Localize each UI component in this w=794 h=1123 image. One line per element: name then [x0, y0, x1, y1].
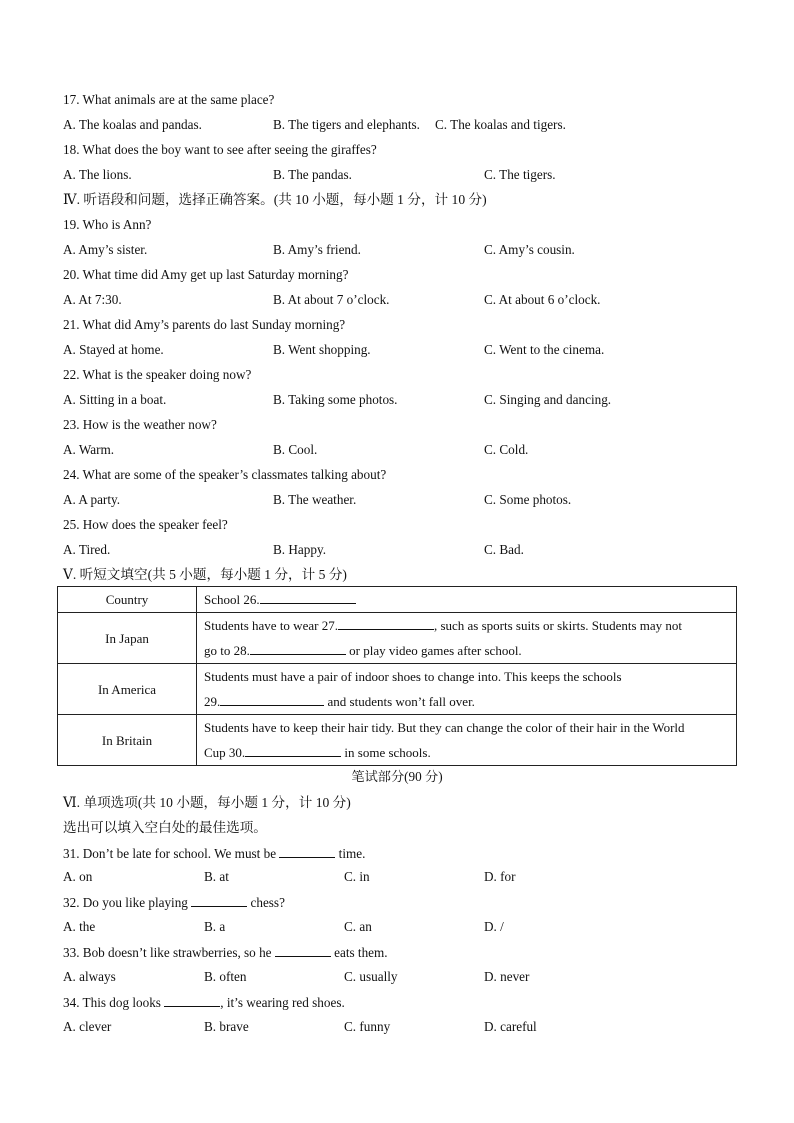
option-b: B. a [204, 919, 226, 934]
answer-blank[interactable] [164, 994, 220, 1007]
question-stem: 19. Who is Ann? [63, 217, 152, 232]
fill-in-table [57, 586, 737, 766]
text-segment: Students must have a pair of indoor shoes to change into. This keeps the schools [204, 669, 622, 684]
option-b: B. often [204, 969, 247, 984]
question-stem: 24. What are some of the speaker’s classmates talking about? [63, 467, 387, 482]
answer-blank-29[interactable] [220, 693, 324, 706]
question-stem [63, 994, 345, 1011]
stem-part: 32. Do you like playing [63, 895, 192, 910]
option-b: B. The tigers and elephants. [273, 117, 420, 132]
question-stem [63, 845, 365, 862]
question-stem [63, 944, 388, 961]
option-a: A. Stayed at home. [63, 342, 164, 357]
stem-part: 33. Bob doesn’t like strawberries, so he [63, 945, 275, 960]
question-stem: 20. What time did Amy get up last Saturday morning? [63, 267, 349, 282]
text-segment: in some schools. [341, 745, 431, 760]
option-a: A. clever [63, 1019, 112, 1034]
question-stem [63, 894, 285, 911]
stem-part: 34. This dog looks [63, 995, 165, 1010]
answer-blank[interactable] [279, 845, 335, 858]
option-c: C. Amy’s cousin. [484, 242, 575, 257]
option-c: C. The tigers. [484, 167, 556, 182]
option-d: D. careful [484, 1019, 537, 1034]
option-b: B. Amy’s friend. [273, 242, 361, 257]
option-a: A. Warm. [63, 442, 115, 457]
stem-part: 31. Don’t be late for school. We must be [63, 846, 280, 861]
option-c: C. Cold. [484, 442, 529, 457]
question-stem: 18. What does the boy want to see after seeing the giraffes? [63, 142, 377, 157]
header-school [197, 587, 737, 613]
option-c: C. Singing and dancing. [484, 392, 612, 407]
option-b: B. Cool. [273, 442, 318, 457]
option-a: A. A party. [63, 492, 121, 507]
option-a: A. The koalas and pandas. [63, 117, 202, 132]
option-c: C. At about 6 o’clock. [484, 292, 601, 307]
option-a: A. At 7:30. [63, 292, 122, 307]
table-row [58, 613, 737, 664]
text-segment: Cup 30. [204, 745, 246, 760]
table-row [58, 715, 737, 766]
question-stem: 25. How does the speaker feel? [63, 517, 228, 532]
option-b: B. Happy. [273, 542, 326, 557]
text-segment: 29. [204, 694, 221, 709]
country-cell: In America [58, 664, 197, 715]
option-d: D. for [484, 869, 516, 884]
option-c: C. in [344, 869, 370, 884]
question-stem: 23. How is the weather now? [63, 417, 217, 432]
answer-blank-28[interactable] [250, 642, 346, 655]
option-b: B. Went shopping. [273, 342, 371, 357]
option-c: C. Some photos. [484, 492, 572, 507]
stem-part: eats them. [330, 945, 388, 960]
section-6-instruction: 选出可以填入空白处的最佳选项。 [63, 820, 267, 835]
stem-part: time. [335, 846, 366, 861]
option-a: A. Amy’s sister. [63, 242, 148, 257]
table-header-row [58, 587, 737, 613]
answer-blank-27[interactable] [338, 617, 434, 630]
text-segment: and students won’t fall over. [324, 694, 475, 709]
header-school-label: School 26. [204, 592, 260, 607]
option-a: A. always [63, 969, 116, 984]
written-part-heading: 笔试部分(90 分) [351, 769, 443, 784]
option-a: A. Tired. [63, 542, 111, 557]
answer-blank-26[interactable] [260, 591, 356, 604]
option-c: C. Went to the cinema. [484, 342, 605, 357]
option-d: D. / [484, 919, 504, 934]
question-stem: 17. What animals are at the same place? [63, 92, 275, 107]
stem-part: chess? [247, 895, 285, 910]
section-6-title: Ⅵ. 单项选项(共 10 小题，每小题 1 分，计 10 分) [63, 795, 351, 810]
description-cell [197, 715, 737, 766]
option-d: D. never [484, 969, 530, 984]
option-b: B. Taking some photos. [273, 392, 398, 407]
option-c: C. The koalas and tigers. [435, 117, 566, 132]
option-b: B. brave [204, 1019, 249, 1034]
description-cell [197, 613, 737, 664]
section-5-title: Ⅴ. 听短文填空(共 5 小题，每小题 1 分，计 5 分) [63, 567, 347, 582]
table-row [58, 664, 737, 715]
text-segment: go to 28. [204, 643, 250, 658]
text-segment: , such as sports suits or skirts. Students may not [433, 618, 683, 633]
option-c: C. usually [344, 969, 398, 984]
country-cell: In Britain [58, 715, 197, 766]
section-4-title: Ⅳ. 听语段和问题，选择正确答案。(共 10 小题，每小题 1 分，计 10 分) [63, 192, 487, 207]
option-b: B. The weather. [273, 492, 357, 507]
answer-blank-30[interactable] [245, 744, 341, 757]
option-a: A. the [63, 919, 96, 934]
option-c: C. funny [344, 1019, 391, 1034]
question-stem: 21. What did Amy’s parents do last Sunday morning? [63, 317, 346, 332]
text-segment: Students have to wear 27. [204, 618, 338, 633]
option-c: C. Bad. [484, 542, 524, 557]
header-country: Country [58, 587, 197, 613]
answer-blank[interactable] [191, 894, 247, 907]
text-segment: or play video games after school. [345, 643, 522, 658]
answer-blank[interactable] [275, 944, 331, 957]
text-segment: Students have to keep their hair tidy. But they can change the color of their hair in the World [204, 720, 685, 735]
question-stem: 22. What is the speaker doing now? [63, 367, 252, 382]
option-c: C. an [344, 919, 372, 934]
option-a: A. The lions. [63, 167, 132, 182]
option-a: A. on [63, 869, 93, 884]
country-cell: In Japan [58, 613, 197, 664]
description-cell [197, 664, 737, 715]
stem-part: , it’s wearing red shoes. [220, 995, 345, 1010]
option-a: A. Sitting in a boat. [63, 392, 167, 407]
option-b: B. The pandas. [273, 167, 352, 182]
option-b: B. At about 7 o’clock. [273, 292, 390, 307]
option-b: B. at [204, 869, 229, 884]
